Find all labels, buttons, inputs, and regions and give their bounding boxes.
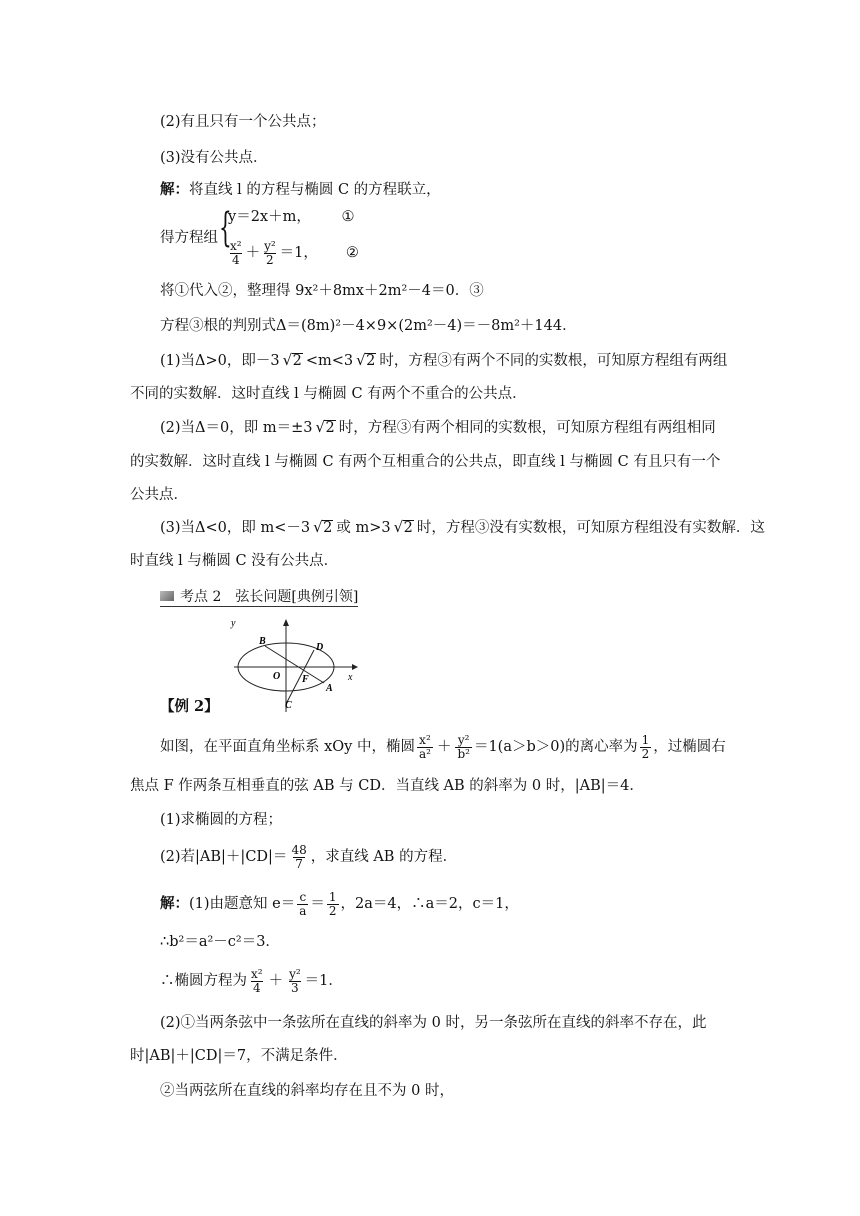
sqrt-2: √ 2 <box>315 418 335 438</box>
example-solution-2-line3: ②当两弦所在直线的斜率均存在且不为 0 时， <box>160 1083 454 1099</box>
solution-intro-text: 将直线 l 的方程与椭圆 C 的方程联立， <box>189 182 441 198</box>
x-axis-arrow-icon <box>352 664 358 670</box>
section-underline <box>160 606 358 607</box>
substitution-line: 将①代入②，整理得 9x²＋8mx＋2m²－4＝0．③ <box>160 283 484 299</box>
example-line1 <box>160 728 726 766</box>
solution-label: 解： <box>160 181 189 198</box>
chord-cd <box>286 650 314 704</box>
case3-part-c: 时，方程③没有实数根，可知原方程组没有实数解．这 <box>416 520 765 536</box>
example-sol-eq-part-b: ＝1． <box>304 973 343 989</box>
case1-part-a: (1)当Δ>0，即－3 <box>160 353 280 369</box>
section-title: 考点 2 弦长问题[典例引领] <box>180 589 359 605</box>
plus-sign: ＋ <box>268 973 284 989</box>
example-q2-part-a: (2)若|AB|＋|CD|＝ <box>160 849 288 865</box>
frac-x2-a2: $\frac{\text{x²}}{\text{a²}}$ <box>418 732 431 761</box>
frac-48-7: $\frac{48}{7}$ <box>291 842 307 871</box>
example-p1-part-b: ＝1(a＞b＞0)的离心率为 <box>473 739 638 755</box>
example-sol-eq-part-a: ∴椭圆方程为 <box>160 973 247 989</box>
case2-line3: 公共点． <box>130 487 188 503</box>
eq2-tail: ＝1， <box>279 245 318 261</box>
example-p1-part-c: ，过椭圆右 <box>653 739 726 755</box>
sqrt-2: √ 2 <box>283 351 303 371</box>
label-c: C <box>285 700 292 711</box>
frac-y2-b2: $\frac{\text{y²}}{\text{b²}}$ <box>457 732 470 761</box>
section-marker-icon <box>160 591 174 601</box>
example-question-1: (1)求椭圆的方程； <box>160 812 283 828</box>
example-solution-b2: ∴b²＝a²－c²＝3． <box>160 934 280 950</box>
label-a: A <box>326 683 333 694</box>
sqrt-2: √ 2 <box>394 518 414 538</box>
system-brace: { <box>219 205 232 251</box>
case2-line1 <box>160 418 716 438</box>
example-line2: 焦点 F 作两条互相垂直的弦 AB 与 CD．当直线 AB 的斜率为 0 时，|AB|＝4． <box>130 778 644 794</box>
case1-part-c: 时，方程③有两个不同的实数根，可知原方程组有两组 <box>379 353 728 369</box>
label-b: B <box>259 636 266 647</box>
sqrt-2: √ 2 <box>356 351 376 371</box>
label-f: F <box>302 674 309 685</box>
example-solution-equation <box>160 962 343 1000</box>
label-o: O <box>273 671 281 682</box>
case3-part-b: 或 m>3 <box>336 520 391 536</box>
example-q2-part-b: ，求直线 AB 的方程． <box>310 849 458 865</box>
frac-c-a: $\frac{c}{a}$ <box>299 889 307 918</box>
example-sol1-part-c: ，2a＝4，∴a＝2，c＝1， <box>340 896 519 912</box>
example-solution-2-line2: 时|AB|＋|CD|＝7，不满足条件． <box>130 1048 348 1064</box>
ellipse-figure <box>228 616 360 716</box>
solution-intro <box>160 180 441 200</box>
case1-line2: 不同的实数解．这时直线 l 与椭圆 C 有两个不重合的公共点． <box>130 386 527 402</box>
label-x: x <box>348 672 353 683</box>
question-2-text: (2)有且只有一个公共点； <box>160 114 326 130</box>
frac-1-2: $\frac{1}{2}$ <box>328 889 337 918</box>
system-eq1 <box>228 207 354 227</box>
example-label: 【例 2】 <box>160 698 219 715</box>
frac-y2-3: $\frac{\text{y²}}{3}$ <box>289 966 301 995</box>
example-solution-2-line1: (2)①当两条弦中一条弦所在直线的斜率为 0 时，另一条弦所在直线的斜率不存在，此 <box>160 1015 707 1031</box>
discriminant-line: 方程③根的判别式Δ＝(8m)²－4×9×(2m²－4)＝－8m²＋144． <box>160 318 577 334</box>
example-sol1-part-a: (1)由题意知 e＝ <box>189 896 296 912</box>
case1-part-b: <m<3 <box>305 353 354 369</box>
label-d: D <box>316 642 324 653</box>
case1-line1 <box>160 351 727 371</box>
case2-line2: 的实数解．这时直线 l 与椭圆 C 有两个互相重合的公共点，即直线 l 与椭圆 C 有且只有一个 <box>130 454 721 470</box>
system-eq2 <box>226 236 359 270</box>
eq2-tag: ② <box>345 245 359 261</box>
plus-sign: ＋ <box>436 739 452 755</box>
y-axis-arrow-icon <box>283 619 289 626</box>
plus-sign: ＋ <box>245 245 261 261</box>
example-solution-label: 解： <box>160 895 189 912</box>
case3-line2: 时直线 l 与椭圆 C 没有公共点． <box>130 553 339 569</box>
case2-part-b: 时，方程③有两个相同的实数根，可知原方程组有两组相同 <box>338 420 716 436</box>
example-p1-part-a: 如图，在平面直角坐标系 xOy 中，椭圆 <box>160 739 415 755</box>
eq1-tag: ① <box>341 209 355 225</box>
case2-part-a: (2)当Δ＝0，即 m＝±3 <box>160 420 313 436</box>
question-3-text: (3)没有公共点． <box>160 150 268 166</box>
section-header <box>160 586 358 606</box>
system-prefix: 得方程组 <box>160 230 218 246</box>
case3-line1 <box>160 518 765 538</box>
example-sol1-part-b: ＝ <box>310 896 325 912</box>
case3-part-a: (3)当Δ<0，即 m<－3 <box>160 520 311 536</box>
eq1-text: y＝2x＋m， <box>228 209 311 225</box>
frac-x2-4: $\frac{\text{x²}}{4}$ <box>230 238 242 267</box>
sqrt-2: √ 2 <box>313 518 333 538</box>
example-solution-1 <box>160 886 519 922</box>
frac-x2-4: $\frac{\text{x²}}{4}$ <box>251 966 263 995</box>
frac-y2-2: $\frac{\text{y²}}{2}$ <box>264 238 276 267</box>
example-question-2 <box>160 838 457 876</box>
label-y: y <box>231 618 236 629</box>
frac-1-2: $\frac{1}{2}$ <box>641 732 650 761</box>
